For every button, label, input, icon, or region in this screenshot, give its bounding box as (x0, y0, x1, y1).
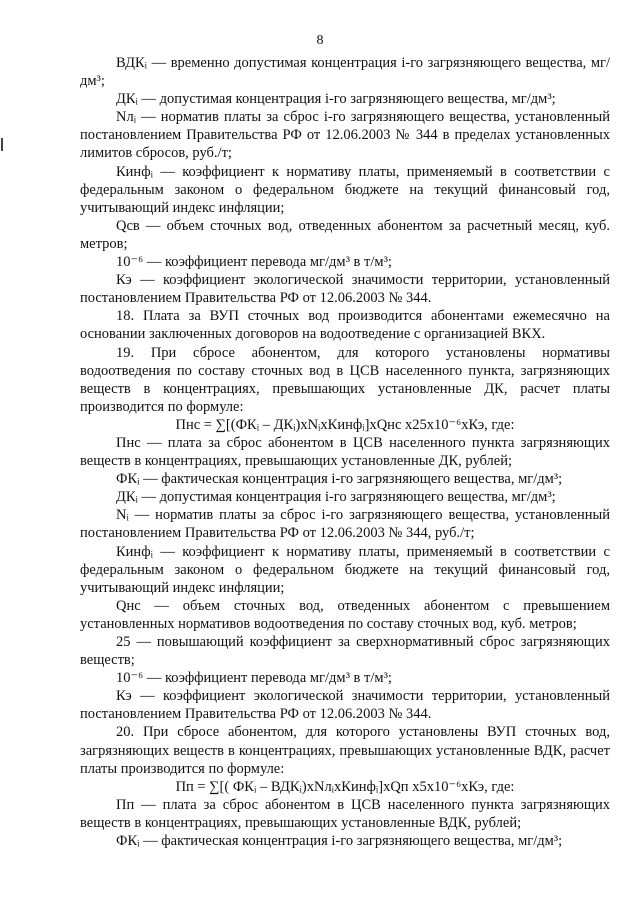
definition-kinf: Кинфᵢ — коэффициент к нормативу платы, применяемый в соответствии с федеральным законом о федеральном бюджете на текущий финансовый год, учитывающий индекс инфляции; (80, 163, 610, 216)
body-text (80, 54, 610, 850)
definition-fk: ФКᵢ — фактическая концентрация i-го загрязняющего вещества, мг/дм³; (116, 471, 563, 488)
definition-nl: Nлᵢ — норматив платы за сброс i-го загрязняющего вещества, установленный постановлением Правительства РФ от 12.06.2003 № 344 в пределах установленных лимитов сбросов, руб./т; (80, 109, 610, 162)
definition-ke: Кэ — коэффициент экологической значимости территории, установленный постановлением Правительства РФ от 12.06.2003 № 344. (80, 272, 610, 307)
formula-pns: Пнс = ∑[(ФКᵢ – ДКᵢ)хNᵢхКинфᵢ]хQнс х25х10⁻⁶хКэ, где: (175, 416, 515, 433)
definition-factor-25: 25 — повышающий коэффициент за сверхнормативный сброс загрязняющих веществ; (80, 634, 610, 669)
definition-kinf-2: Кинфᵢ — коэффициент к нормативу платы, применяемый в соответствии с федеральным законом о федеральном бюджете на текущий финансовый год, учитывающий индекс инфляции; (80, 543, 610, 596)
clause-19: 19. При сбросе абонентом, для которого установлены нормативы водоотведения по составу сточных вод в ЦСВ населенного пункта, загрязняющих веществ в концентрациях, превышающих установленные ДК, расчет платы производится по формуле: (80, 344, 610, 415)
clause-20: 20. При сбросе абонентом, для которого установлены ВУП сточных вод, загрязняющих веществ в концентрациях, превышающих установленные ВДК, расчет платы производится по формуле: (80, 724, 610, 777)
clause-18: 18. Плата за ВУП сточных вод производится абонентами ежемесячно на основании заключенных договоров на водоотведение с организацией ВКХ. (80, 308, 610, 343)
definition-conversion-factor-2: 10⁻⁶ — коэффициент перевода мг/дм³ в т/м³; (116, 670, 392, 687)
definition-qns: Qнс — объем сточных вод, отведенных абонентом с превышением установленных нормативов водоотведения по составу сточных вод, куб. метров; (80, 597, 610, 632)
definition-conversion-factor: 10⁻⁶ — коэффициент перевода мг/дм³ в т/м³; (116, 254, 392, 271)
definition-pns: Пнс — плата за сброс абонентом в ЦСВ населенного пункта загрязняющих веществ в концентрациях, превышающих установленные ДК, рублей; (80, 434, 610, 470)
definition-dk: ДКᵢ — допустимая концентрация i-го загрязняющего вещества, мг/дм³; (116, 91, 556, 108)
margin-mark (1, 138, 3, 151)
definition-ke-2: Кэ — коэффициент экологической значимости территории, установленный постановлением Правительства РФ от 12.06.2003 № 344. (80, 688, 610, 723)
definition-pp: Пп — плата за сброс абонентом в ЦСВ населенного пункта загрязняющих веществ в концентрациях, превышающих установленные ВДК, рублей; (80, 796, 610, 831)
formula-pp: Пп = ∑[( ФКᵢ – ВДКᵢ)хNлᵢхКинфᵢ]хQп х5х10⁻⁶хКэ, где: (175, 778, 515, 795)
definition-vdk: ВДКᵢ — временно допустимая концентрация i-го загрязняющего вещества, мг/дм³; (80, 55, 610, 90)
definition-qsv: Qсв — объем сточных вод, отведенных абонентом за расчетный месяц, куб. метров; (80, 217, 610, 252)
page-number: 8 (316, 33, 324, 48)
definition-dk-2: ДКᵢ — допустимая концентрация i-го загрязняющего вещества, мг/дм³; (116, 489, 556, 506)
definition-n: Nᵢ — норматив платы за сброс i-го загрязняющего вещества, установленный постановлением Правительства РФ от 12.06.2003 № 344, руб./т; (80, 507, 610, 542)
definition-fk-2: ФКᵢ — фактическая концентрация i-го загрязняющего вещества, мг/дм³; (116, 833, 563, 850)
